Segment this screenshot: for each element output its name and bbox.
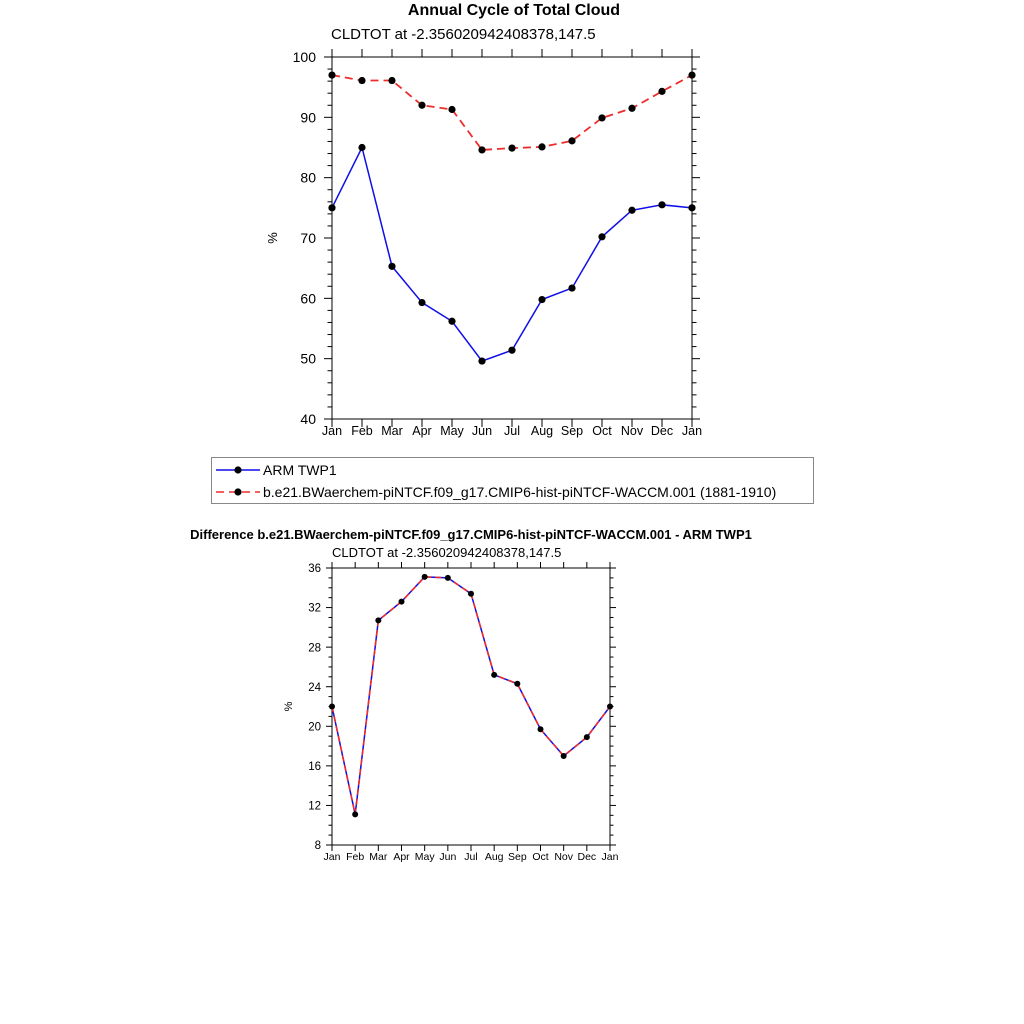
difference-series-0-markers (329, 574, 613, 817)
svg-text:100: 100 (292, 49, 316, 66)
annual-cycle-series-1-markers (328, 72, 695, 154)
legend-sample-obs (215, 459, 261, 481)
svg-text:Jan: Jan (681, 424, 703, 438)
svg-text:Sep: Sep (507, 851, 527, 863)
annual-cycle-series-1-line (332, 75, 692, 150)
svg-text:8: 8 (314, 840, 321, 853)
legend-marker-model-icon (234, 488, 241, 495)
svg-text:Oct: Oct (532, 851, 549, 863)
svg-text:Apr: Apr (412, 424, 432, 438)
difference-series-1-line (332, 577, 610, 814)
legend-label-obs: ARM TWP1 (263, 461, 337, 478)
svg-text:Mar: Mar (369, 851, 388, 863)
svg-text:May: May (440, 424, 464, 438)
svg-text:70: 70 (300, 230, 316, 247)
svg-text:Dec: Dec (577, 851, 597, 863)
annual-cycle-axis-labels (265, 49, 702, 438)
svg-text:Jun: Jun (471, 424, 493, 438)
svg-text:Feb: Feb (346, 851, 365, 863)
difference-subtitle: CLDTOT at -2.356020942408378,147.5 (332, 545, 562, 560)
svg-text:60: 60 (300, 290, 316, 307)
svg-text:Feb: Feb (351, 424, 373, 438)
legend-item-model (212, 481, 813, 503)
annual-cycle-series-0-markers (328, 144, 695, 365)
annual-cycle-axes (324, 49, 700, 427)
legend-label-model: b.e21.BWaerchem-piNTCF.f09_g17.CMIP6-hist-piNTCF-WACCM.001 (1881-1910) (263, 483, 777, 500)
svg-text:90: 90 (300, 109, 316, 126)
svg-text:Sep: Sep (560, 424, 584, 438)
svg-text:Jan: Jan (323, 851, 341, 863)
svg-text:12: 12 (308, 800, 321, 813)
svg-text:Aug: Aug (530, 424, 554, 438)
svg-text:Jan: Jan (321, 424, 343, 438)
svg-text:20: 20 (308, 721, 321, 734)
svg-text:80: 80 (300, 169, 316, 186)
svg-text:Jun: Jun (439, 851, 457, 863)
svg-text:Jan: Jan (601, 851, 619, 863)
legend-marker-obs-icon (234, 466, 241, 473)
svg-text:16: 16 (308, 760, 321, 773)
legend-sample-model (215, 481, 261, 503)
svg-text:36: 36 (308, 563, 321, 576)
svg-text:50: 50 (300, 350, 316, 367)
svg-text:24: 24 (308, 681, 321, 694)
svg-text:%: % (265, 232, 280, 244)
svg-text:40: 40 (300, 411, 316, 428)
difference-title: Difference b.e21.BWaerchem-piNTCF.f09_g17.CMIP6-hist-piNTCF-WACCM.001 - ARM TWP1 (190, 527, 752, 542)
svg-text:Jul: Jul (464, 851, 478, 863)
svg-text:Mar: Mar (381, 424, 403, 438)
svg-text:Oct: Oct (592, 424, 612, 438)
svg-text:Apr: Apr (393, 851, 410, 863)
annual-cycle-series-0-line (332, 148, 692, 362)
legend (211, 457, 814, 504)
svg-text:Dec: Dec (650, 424, 674, 438)
svg-text:Aug: Aug (484, 851, 504, 863)
svg-text:May: May (414, 851, 435, 863)
annual-cycle-title: Annual Cycle of Total Cloud (407, 2, 621, 19)
svg-text:Jul: Jul (504, 424, 520, 438)
difference-axes (326, 562, 616, 851)
svg-text:%: % (283, 701, 295, 712)
legend-item-arm-twp1 (212, 459, 813, 481)
svg-text:Nov: Nov (620, 424, 644, 438)
svg-text:Nov: Nov (554, 851, 574, 863)
annual-cycle-subtitle: CLDTOT at -2.356020942408378,147.5 (331, 26, 596, 43)
difference-series-0-line (332, 577, 610, 814)
svg-text:28: 28 (308, 642, 321, 655)
svg-text:32: 32 (308, 602, 321, 615)
